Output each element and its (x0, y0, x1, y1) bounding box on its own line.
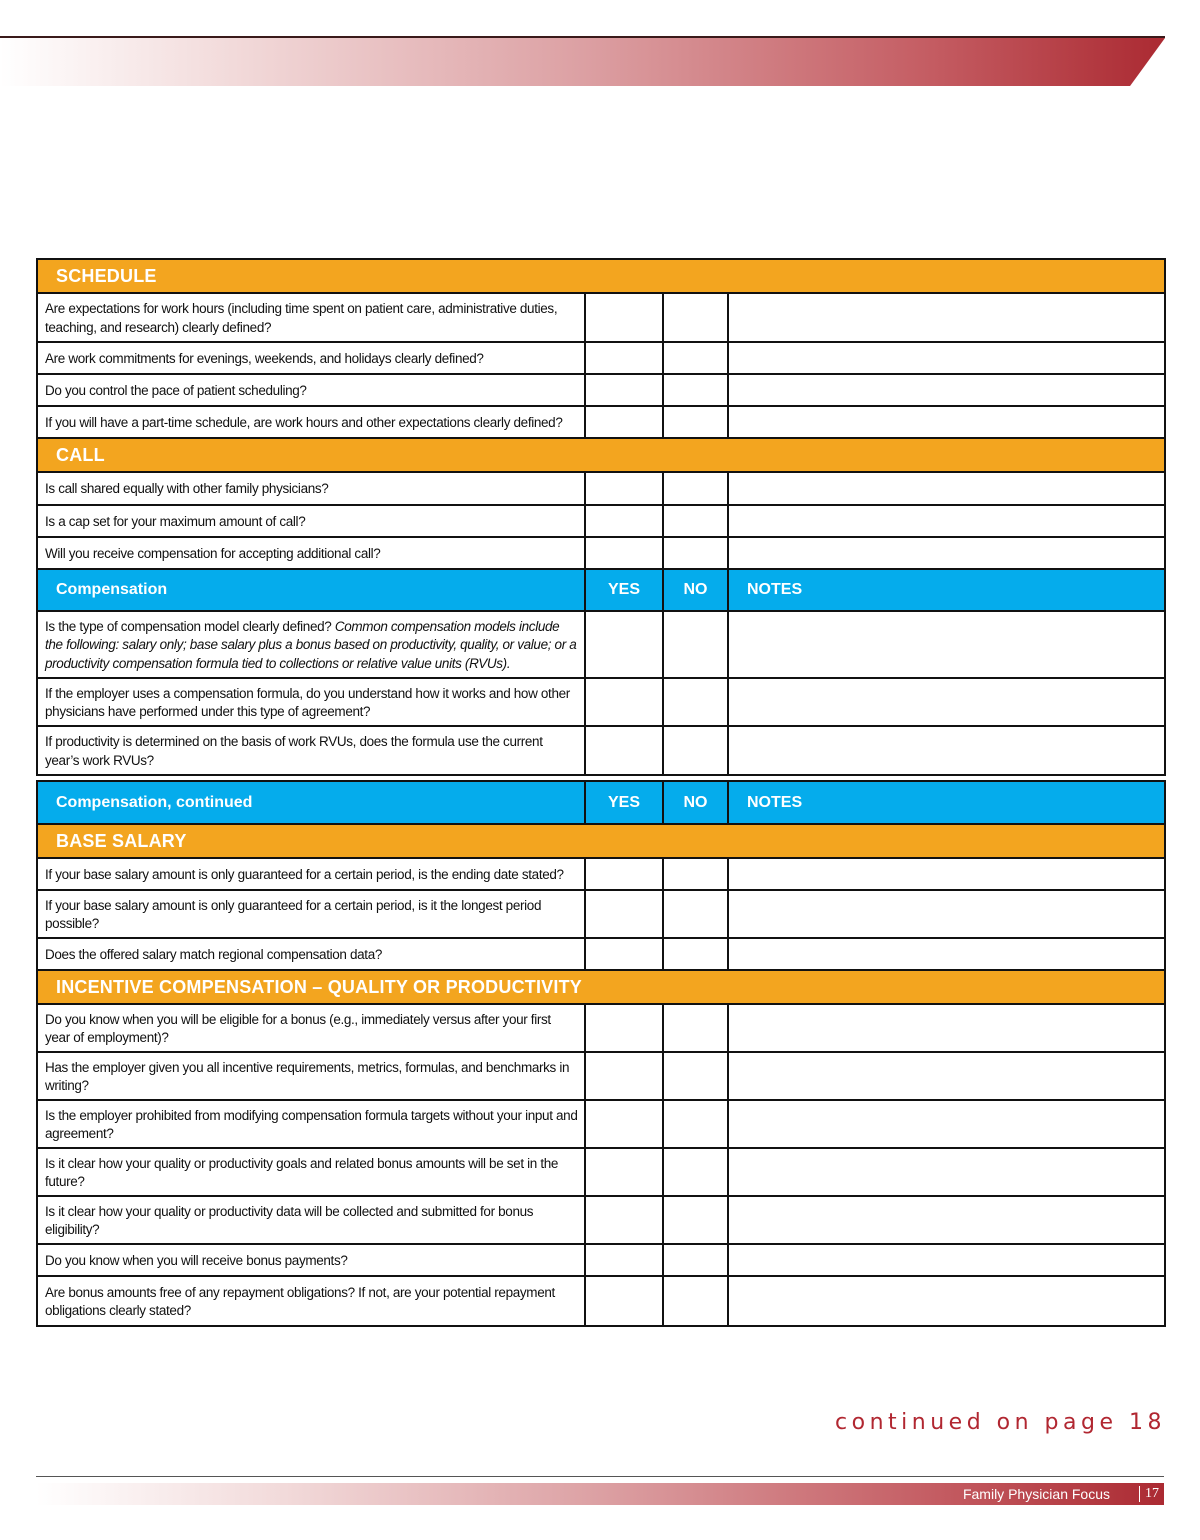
notes-cell[interactable] (729, 506, 1164, 536)
notes-cell[interactable] (729, 343, 1164, 373)
table-row (38, 407, 1164, 439)
notes-cell[interactable] (729, 407, 1164, 437)
yes-cell[interactable] (586, 612, 664, 677)
yes-cell[interactable] (586, 1005, 664, 1051)
yes-cell[interactable] (586, 538, 664, 568)
yes-cell[interactable] (586, 859, 664, 889)
no-cell[interactable] (664, 294, 729, 341)
section-heading-incentive: INCENTIVE COMPENSATION – QUALITY OR PRODUCTIVITY (38, 971, 1164, 1005)
notes-cell[interactable] (729, 538, 1164, 568)
question-text: Is it clear how your quality or productivity data will be collected and submitted for bonus eligibility? (38, 1197, 586, 1243)
table-row (38, 1101, 1164, 1149)
table-row (38, 375, 1164, 407)
yes-cell[interactable] (586, 375, 664, 405)
notes-cell[interactable] (729, 1149, 1164, 1195)
publication-name: Family Physician Focus (962, 1486, 1110, 1502)
notes-column-header: NOTES (747, 581, 803, 598)
notes-cell[interactable] (729, 1101, 1164, 1147)
yes-cell[interactable] (586, 679, 664, 725)
table-row (38, 343, 1164, 375)
question-text: Is it clear how your quality or productivity goals and related bonus amounts will be set in the future? (38, 1149, 586, 1195)
table-row (38, 1005, 1164, 1053)
no-cell[interactable] (664, 375, 729, 405)
no-cell[interactable] (664, 1053, 729, 1099)
question-text: Is call shared equally with other family physicians? (38, 473, 586, 504)
notes-cell[interactable] (729, 1005, 1164, 1051)
question-text-italic: Common compensation models include the following: salary only; base salary plus a bonus based on productivity, quality, or value; or a productivity compensation formula tied to collections or relative value units (RVUs). (45, 618, 577, 671)
notes-cell[interactable] (729, 679, 1164, 725)
no-cell[interactable] (664, 891, 729, 937)
table-row (38, 1245, 1164, 1277)
no-cell[interactable] (664, 679, 729, 725)
notes-column-header: NOTES (747, 793, 803, 811)
table-row (38, 538, 1164, 570)
table-row (38, 1149, 1164, 1197)
table-row (38, 1277, 1164, 1325)
yes-cell[interactable] (586, 1101, 664, 1147)
checklist-table-2 (36, 780, 1166, 1327)
no-cell[interactable] (664, 1101, 729, 1147)
page-number: 17 (1139, 1486, 1164, 1502)
section-heading-base-salary: BASE SALARY (38, 825, 1164, 859)
question-text: If productivity is determined on the basis of work RVUs, does the formula use the current year’s work RVUs? (38, 727, 586, 774)
yes-cell[interactable] (586, 891, 664, 937)
question-text: Are expectations for work hours (including time spent on patient care, administrative duties, teaching, and research) clearly defined? (38, 294, 586, 341)
notes-cell[interactable] (729, 1053, 1164, 1099)
no-cell[interactable] (664, 343, 729, 373)
question-text-plain: Is the type of compensation model clearly defined? (45, 618, 335, 634)
notes-cell[interactable] (729, 375, 1164, 405)
header-rule (0, 36, 1165, 38)
table-row (38, 727, 1164, 774)
notes-cell[interactable] (729, 612, 1164, 677)
question-text: If your base salary amount is only guaranteed for a certain period, is it the longest period possible? (38, 891, 586, 937)
table-row (38, 939, 1164, 971)
no-cell[interactable] (664, 1197, 729, 1243)
yes-cell[interactable] (586, 939, 664, 969)
question-text: Are bonus amounts free of any repayment obligations? If not, are your potential repayment obligations clearly stated? (38, 1277, 586, 1325)
notes-cell[interactable] (729, 939, 1164, 969)
no-cell[interactable] (664, 859, 729, 889)
yes-cell[interactable] (586, 343, 664, 373)
question-text: Is a cap set for your maximum amount of call? (38, 506, 586, 536)
no-cell[interactable] (664, 407, 729, 437)
yes-cell[interactable] (586, 407, 664, 437)
yes-cell[interactable] (586, 1197, 664, 1243)
table-row (38, 1053, 1164, 1101)
no-cell[interactable] (664, 1149, 729, 1195)
table-row (38, 679, 1164, 727)
section-heading-schedule: SCHEDULE (38, 260, 1164, 294)
compensation-continued-header-row (38, 782, 1164, 825)
table-row (38, 294, 1164, 343)
checklist-table-1 (36, 258, 1166, 776)
notes-cell[interactable] (729, 1245, 1164, 1275)
no-cell[interactable] (664, 727, 729, 774)
question-text: Has the employer given you all incentive requirements, metrics, formulas, and benchmarks in writing? (38, 1053, 586, 1099)
no-cell[interactable] (664, 473, 729, 504)
section-heading-call: CALL (38, 439, 1164, 473)
notes-cell[interactable] (729, 1197, 1164, 1243)
compensation-header-row (38, 570, 1164, 612)
compensation-heading: Compensation (38, 570, 586, 610)
table-row (38, 473, 1164, 506)
question-text: Do you control the pace of patient scheduling? (38, 375, 586, 405)
no-cell[interactable] (664, 506, 729, 536)
yes-cell[interactable] (586, 294, 664, 341)
question-text: If the employer uses a compensation formula, do you understand how it works and how other physicians have performed under this type of agreement? (38, 679, 586, 725)
yes-cell[interactable] (586, 1277, 664, 1325)
yes-cell[interactable] (586, 1245, 664, 1275)
yes-cell[interactable] (586, 506, 664, 536)
no-cell[interactable] (664, 612, 729, 677)
table-row (38, 1197, 1164, 1245)
continued-note: continued on page 18 (835, 1410, 1166, 1435)
notes-cell[interactable] (729, 294, 1164, 341)
no-column-header: NO (664, 570, 729, 610)
question-text: Do you know when you will receive bonus payments? (38, 1245, 586, 1275)
yes-cell[interactable] (586, 1053, 664, 1099)
yes-cell[interactable] (586, 473, 664, 504)
question-text: If your base salary amount is only guaranteed for a certain period, is the ending date stated? (38, 859, 586, 889)
question-text: Is the employer prohibited from modifying compensation formula targets without your input and agreement? (38, 1101, 586, 1147)
notes-cell[interactable] (729, 1277, 1164, 1325)
header-banner (0, 38, 1165, 86)
compensation-continued-heading: Compensation, continued (38, 782, 586, 823)
no-column-header: NO (664, 782, 729, 823)
yes-column-header: YES (586, 570, 664, 610)
no-cell[interactable] (664, 1005, 729, 1051)
yes-cell[interactable] (586, 1149, 664, 1195)
question-text: If you will have a part-time schedule, are work hours and other expectations clearly defined? (38, 407, 586, 437)
no-cell[interactable] (664, 1245, 729, 1275)
notes-cell[interactable] (729, 891, 1164, 937)
no-cell[interactable] (664, 1277, 729, 1325)
no-cell[interactable] (664, 939, 729, 969)
table-row (38, 506, 1164, 538)
question-text: Does the offered salary match regional compensation data? (38, 939, 586, 969)
question-text: Will you receive compensation for accepting additional call? (38, 538, 586, 568)
question-text (38, 612, 586, 677)
yes-cell[interactable] (586, 727, 664, 774)
notes-cell[interactable] (729, 859, 1164, 889)
question-text: Are work commitments for evenings, weekends, and holidays clearly defined? (38, 343, 586, 373)
table-row (38, 612, 1164, 679)
no-cell[interactable] (664, 538, 729, 568)
notes-cell[interactable] (729, 727, 1164, 774)
question-text: Do you know when you will be eligible for a bonus (e.g., immediately versus after your first year of employment)? (38, 1005, 586, 1051)
footer-rule (36, 1476, 1164, 1477)
table-row (38, 859, 1164, 891)
yes-column-header: YES (586, 782, 664, 823)
notes-cell[interactable] (729, 473, 1164, 504)
table-row (38, 891, 1164, 939)
